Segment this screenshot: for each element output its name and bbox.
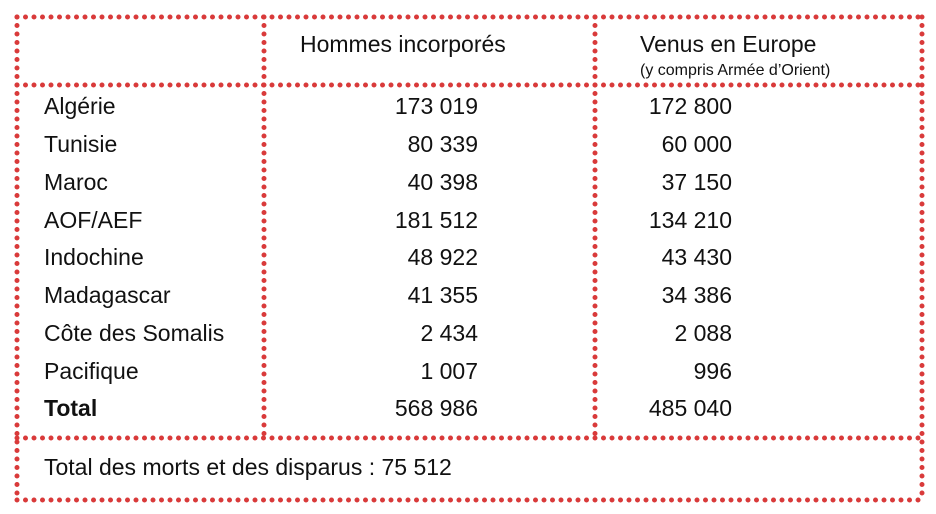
row-label: Indochine bbox=[44, 244, 144, 270]
row-label: Tunisie bbox=[44, 131, 118, 157]
cell-venus: 43 430 bbox=[661, 244, 732, 270]
cell-venus: 60 000 bbox=[661, 131, 732, 157]
header-venus-en-europe: Venus en Europe bbox=[640, 31, 817, 57]
cell-hommes: 173 019 bbox=[394, 93, 478, 119]
cell-hommes: 80 339 bbox=[407, 131, 478, 157]
cell-hommes: 48 922 bbox=[407, 244, 478, 270]
cell-hommes: 2 434 bbox=[420, 320, 478, 346]
header-hommes-incorpores: Hommes incorporés bbox=[300, 31, 506, 57]
row-label: Pacifique bbox=[44, 358, 139, 384]
cell-hommes: 40 398 bbox=[407, 169, 478, 195]
cell-venus: 37 150 bbox=[661, 169, 732, 195]
cell-hommes: 1 007 bbox=[420, 358, 478, 384]
cell-venus: 134 210 bbox=[648, 207, 732, 233]
cell-venus: 2 088 bbox=[674, 320, 732, 346]
row-label: AOF/AEF bbox=[44, 207, 143, 233]
row-label: Algérie bbox=[44, 93, 116, 119]
row-label: Côte des Somalis bbox=[44, 320, 225, 346]
cell-venus: 172 800 bbox=[648, 93, 732, 119]
row-label: Maroc bbox=[44, 169, 108, 195]
cell-venus: 485 040 bbox=[648, 395, 732, 421]
row-label: Total bbox=[44, 395, 98, 421]
cell-venus: 996 bbox=[693, 358, 732, 384]
cell-hommes: 568 986 bbox=[394, 395, 478, 421]
header-venus-subtitle: (y compris Armée d’Orient) bbox=[640, 62, 831, 79]
row-label: Madagascar bbox=[44, 282, 171, 308]
footer-total-morts: Total des morts et des disparus : 75 512 bbox=[44, 454, 452, 480]
cell-hommes: 41 355 bbox=[407, 282, 478, 308]
cell-venus: 34 386 bbox=[661, 282, 732, 308]
cell-hommes: 181 512 bbox=[394, 207, 478, 233]
